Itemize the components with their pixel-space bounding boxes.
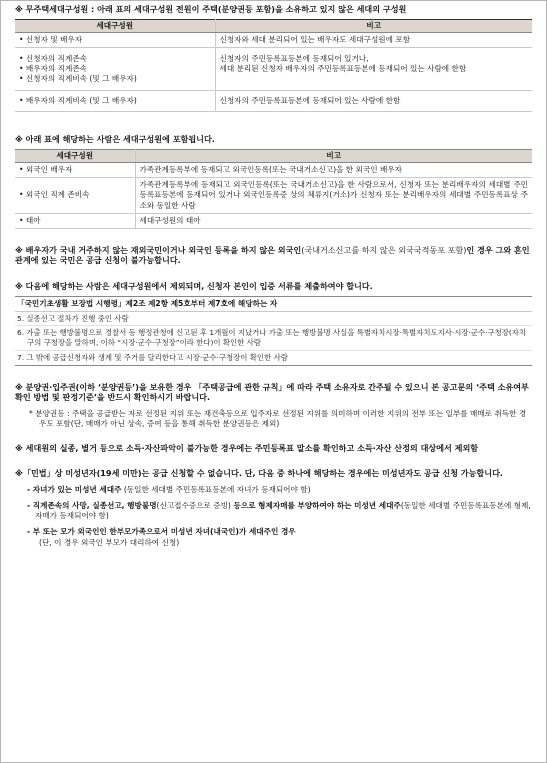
excluded-members-heading: ※ 다음에 해당하는 사람은 세대구성원에서 제외되며, 신청자 본인이 입증 서류를 제출하여야 합니다. — [15, 280, 373, 291]
minor-case-2 — [15, 501, 532, 521]
excluded-criteria-title: 「국민기초생활 보장법 시행령」제2조 제2항 제5호부터 제7호에 해당하는 자 — [15, 297, 532, 312]
notes-cell: 세대구성원의 태아 — [135, 213, 532, 228]
notice-part-2: (국내거소신고를 하지 않은 외국국적동포 포함) — [301, 244, 467, 255]
minor-case-2-bold-2: 등으로 형제자매를 부양하여야 하는 미성년 세대주 — [230, 501, 401, 511]
members-cell — [15, 32, 215, 47]
list-item: • 태아 — [19, 216, 131, 226]
table-row — [15, 32, 532, 47]
minor-case-3: - 부 또는 모가 외국인인 한부모가족으로서 미성년 자녀(내국인)가 세대주인 경우 — [27, 527, 296, 537]
section-foreign-spouse — [15, 245, 532, 266]
table-row — [15, 178, 532, 213]
notes-cell: 가족관계등록부에 등재되고 외국인등록(또는 국내거소신고)을 한 사람으로서, 신청자 또는 분리배우자의 세대별 주민등록표등본에 등재되어 있거나 외국인등록증 상의 체류지(거소)가 신청자 또는 분리배우자의 세대별 주민등록표상 주소와 동일한 사람 — [135, 178, 532, 213]
excluded-criteria-box — [15, 296, 532, 366]
column-header-members: 세대구성원 — [15, 150, 135, 163]
notes-cell: 가족관계등록부에 등재되고 외국인등록(또는 국내거소신고)을 한 외국인 배우자 — [135, 163, 532, 178]
notes-cell: 신청자의 주민등록표등본에 등재되어 있는 사람에 한함 — [215, 90, 532, 111]
notes-cell: 신청자의 주민등록표등본에 등재되어 있거나, 세대 분리된 신청자 배우자의 주민등록표등본에 등재되어 있는 사람에 한함 — [215, 47, 532, 90]
section-included-members — [15, 134, 532, 229]
members-cell — [15, 213, 135, 228]
column-header-members: 세대구성원 — [15, 19, 215, 32]
minor-case-1-detail: (동일한 세대별 주민등록표등본에 자녀가 등재되어야 함) — [121, 485, 311, 495]
list-item: • 신청자의 직계존속 — [19, 54, 211, 64]
minors-heading: ※「민법」상 미성년자(19세 미만)는 공급 신청할 수 없습니다. 단, 다음 중 하나에 해당하는 경우에는 미성년자도 공급 신청 가능합니다. — [15, 467, 503, 478]
minor-case-2-detail: (동일한 세대별 주민등록표등본에 형제, 자매가 등재되어야 함) — [35, 501, 531, 521]
minor-case-1-bold: - 자녀가 있는 미성년 세대주 — [27, 485, 122, 495]
table-header-row — [15, 150, 532, 163]
included-members-table — [15, 149, 532, 228]
presale-rights-note: * 분양권등 : 주택을 공급받는 자로 선정된 지위 또는 재건축등으로 입주자로 선정된 지위를 의미하며 이러한 지위의 전부 또는 일부를 매매로 취득한 경우도 포함(단, 매매가 아닌 상속, 증여 등을 통해 취득한 분양권등은 제외) — [29, 408, 527, 428]
column-header-notes: 비고 — [135, 150, 532, 163]
list-item: 6. 가출 또는 행방불명으로 경찰서 등 행정관청에 신고된 후 1개월이 지났거나 가출 또는 행방불명 사실을 특별자치시장·특별자치도지사·시장·군수·구청장(자치구의 구청장을 말하며, 이하 “시장·군수·구청장”이라 한다)이 확인한 사람 — [15, 325, 532, 350]
table-row — [15, 213, 532, 228]
table-row — [15, 90, 532, 111]
members-cell — [15, 178, 135, 213]
section-minors — [15, 468, 532, 549]
notice-part-3: 인 경우 그와 혼인관계에 있는 국민은 공급 신청이 불가능합니다. — [15, 244, 530, 266]
notice-part-1: ※ 배우자가 국내 거주하지 않는 재외국민이거나 외국인 등록을 하지 않은 외국인 — [15, 244, 302, 255]
included-members-heading: ※ 아래 표에 해당하는 사람은 세대구성원에 포함됩니다. — [15, 133, 215, 144]
household-members-heading: ※ 무주택세대구성원 : 아래 표의 세대구성원 전원이 주택(분양권등 포함)을 소유하고 있지 않은 세대의 구성원 — [15, 4, 407, 14]
presale-rights-heading: ※ 분양권·입주권(이하 ‘분양권등’)을 보유한 경우 「주택공급에 관한 규칙」에 따라 주택 소유자로 간주될 수 있으니 본 공고문의 ‘주택 소유여부 확인 방법 및 판정기준’을 반드시 확인하시기 바랍니다. — [15, 381, 529, 403]
household-members-table — [15, 19, 532, 112]
members-cell — [15, 90, 215, 111]
list-item: • 외국인 배우자 — [19, 165, 131, 175]
table-row — [15, 163, 532, 178]
list-item: 5. 실종선고 절차가 진행 중인 사람 — [17, 313, 129, 323]
section-household-members — [15, 4, 532, 112]
list-item: • 신청자 및 배우자 — [19, 35, 211, 45]
members-cell — [15, 163, 135, 178]
section-excluded-members — [15, 281, 532, 366]
minor-case-2-proof: (신고접수증으로 증빙) — [156, 501, 231, 511]
section-missing-members — [15, 443, 532, 454]
table-header-row — [15, 19, 532, 32]
foreign-spouse-notice — [15, 245, 532, 266]
section-presale-rights — [15, 382, 532, 429]
list-item: • 신청자의 직계비속 (및 그 배우자) — [19, 74, 211, 84]
list-item: • 배우자의 직계비속 (및 그 배우자) — [19, 96, 211, 106]
minor-case-1 — [15, 485, 532, 495]
notes-cell: 신청자와 세대 분리되어 있는 배우자도 세대구성원에 포함 — [215, 32, 532, 47]
list-item: • 외국인 직계 존비속 — [19, 190, 131, 200]
members-cell — [15, 47, 215, 90]
list-item: 7. 그 밖에 공급신청자와 생계 및 주거를 달리한다고 시장·군수·구청장이 확인한 사람 — [15, 350, 532, 365]
column-header-notes: 비고 — [215, 19, 532, 32]
list-item: • 배우자의 직계존속 — [19, 64, 211, 74]
minor-case-3-detail: (단, 이 경우 외국인 부모가 대리하여 신청) — [39, 538, 180, 548]
table-row — [15, 47, 532, 90]
missing-members-heading: ※ 세대원의 실종, 별거 등으로 소득·자산파악이 불가능한 경우에는 주민등록표 말소를 확인하고 소득·자산 산정의 대상에서 제외함 — [15, 443, 479, 453]
minor-case-2-bold: - 직계존속의 사망, 실종선고, 행방불명 — [27, 501, 157, 511]
